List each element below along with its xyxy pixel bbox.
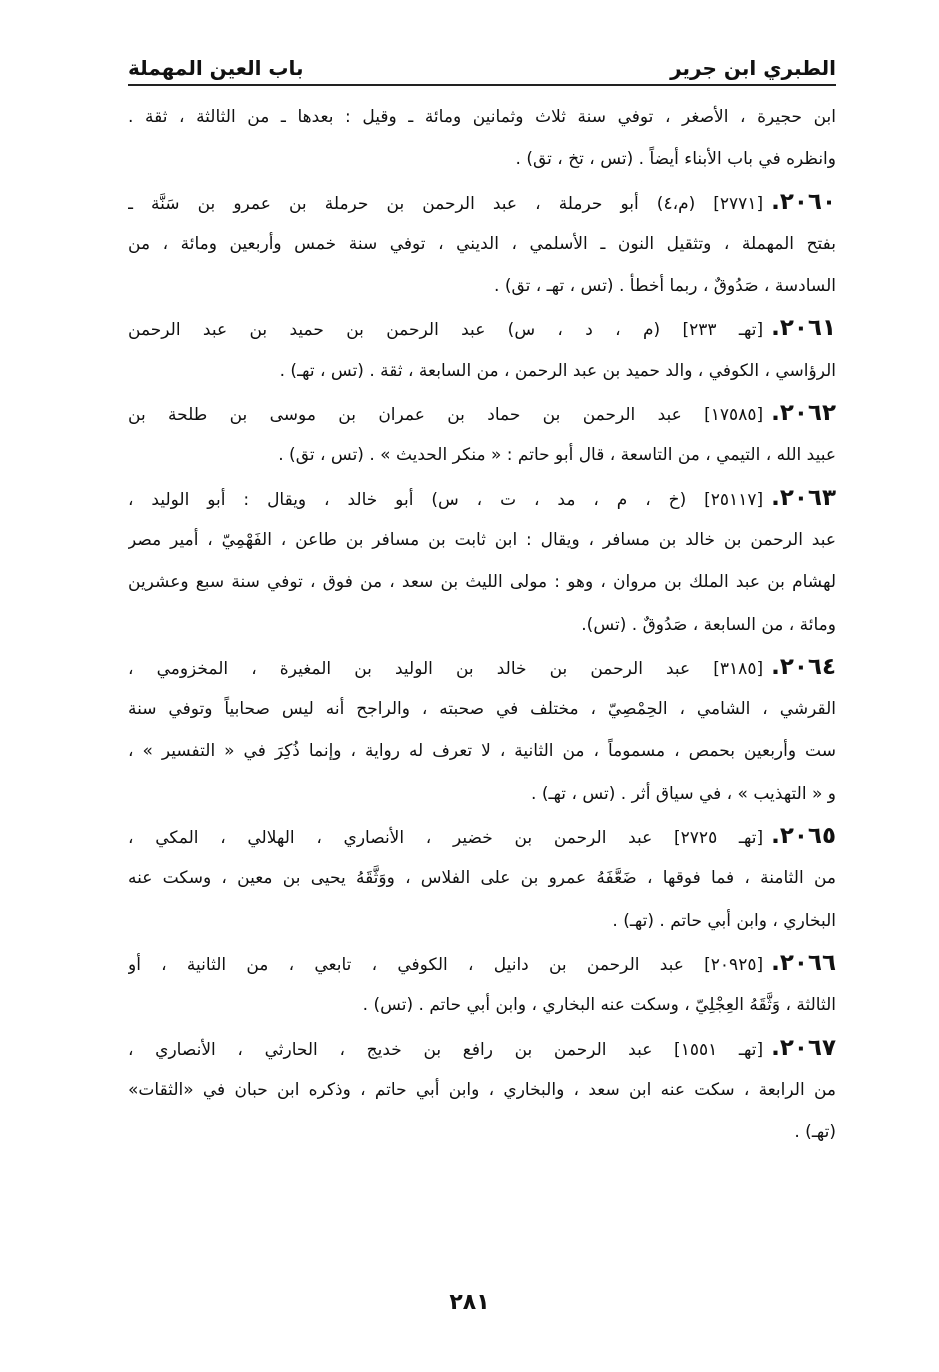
line-text: [٢٧٧١] (م،٤) أبو حرملة ، عبد الرحمن بن حرملة بن عمرو بن سَنَّة ـ [128,193,764,214]
line-text: الثالثة ، وَثَّقَهُ العِجْلِيّ ، وسكت عنه البخاري ، وابن أبي حاتم . (تس) . [362,995,836,1016]
line-text: عبد الرحمن بن خالد بن مسافر ، ويقال : ابن ثابت بن مسافر بن طاعن ، الفَهْمِيّ ، أمير مصر [128,529,836,550]
entry-number: ٢٠٦٥. [771,823,836,850]
text-line [128,773,836,815]
text-line [128,223,836,265]
entry-paragraph [128,181,836,308]
running-header [128,40,836,80]
entry-paragraph [128,815,836,942]
text-line [128,815,836,857]
text-line [128,434,836,476]
text-line [128,138,836,180]
line-text: بفتح المهملة ، وتثقيل النون ـ الأسلمي ، الديني ، توفي سنة خمس وأربعين ومائة ، من [128,233,836,254]
line-text: [٢٠٩٢٥] عبد الرحمن بن دانيل ، الكوفي ، تابعي ، من الثانية ، أو [128,954,764,975]
line-text: [تهـ ٢٣٣] (م ، د ، س) عبد الرحمن بن حميد بن عبد الرحمن [128,320,764,341]
entry-number: ٢٠٦٤. [771,653,836,680]
line-text: عبيد الله ، التيمي ، من التاسعة ، قال أبو حاتم : « منكر الحديث » . (تس ، تق) . [278,445,836,466]
header-chapter-title: باب العين المهملة [128,56,304,80]
entry-paragraph [128,307,836,392]
entry-paragraph [128,942,836,1027]
text-line [128,561,836,603]
line-text: البخاري ، وابن أبي حاتم . (تهـ) . [612,910,836,931]
line-text: ست وأربعين بحمص ، مسموماً ، من الثانية ، لا تعرف له رواية ، وإنما ذُكِرَ في « التفسير » ، [128,741,836,762]
entry-number: ٢٠٦٣. [771,484,836,511]
text-line [128,857,836,899]
line-text: وانظره في باب الأبناء أيضاً . (تس ، تخ ، تق) . [515,149,836,170]
line-text: من الرابعة ، سكت عنه ابن سعد ، والبخاري ، وابن أبي حاتم ، وذكره ابن حبان في «الثقات» [128,1079,836,1100]
line-text: من الثامنة ، فما فوقها ، ضَعَّفَهُ عمرو بن على الفلاس ، ووَثَّقَهُ يحيى بن معين ، وسكت عنه [128,868,836,889]
entry-number: ٢٠٦٠. [771,188,836,215]
line-text: [١٧٥٨٥] عبد الرحمن بن حماد بن عمران بن موسى بن طلحة بن [128,405,764,426]
text-line [128,900,836,942]
line-text: ومائة ، من السابعة ، صَدُوقٌ . (تس). [581,614,836,635]
text-line [128,646,836,688]
entry-paragraph [128,646,836,815]
text-line [128,519,836,561]
page-number: ٢٨١ [449,1290,490,1315]
text-line [128,604,836,646]
text-line [128,984,836,1026]
line-text: [٣١٨٥] عبد الرحمن بن خالد بن الوليد بن المغيرة ، المخزومي ، [128,658,764,679]
text-line [128,730,836,772]
line-text: [تهـ ١٥٥١] عبد الرحمن بن رافع بن خديج ، الحارثي ، الأنصاري ، [128,1039,764,1060]
text-line [128,265,836,307]
line-text: السادسة ، صَدُوقٌ ، ربما أخطأ . (تس ، تهـ ، تق) . [494,276,836,297]
entry-paragraph [128,1027,836,1154]
line-text: القرشي ، الشامي ، الحِمْصِيّ ، مختلف في صحبته ، والراجح أنه ليس صحابياً وتوفي سنة [128,699,836,720]
text-line [128,307,836,349]
text-line [128,181,836,223]
text-line [128,350,836,392]
header-rule [128,84,836,86]
text-line [128,477,836,519]
entry-paragraph [128,392,836,477]
line-text: [٢٥١١٧] (خ ، م ، مد ، ت ، س) أبو خالد ، ويقال : أبو الوليد ، [128,489,764,510]
line-text: (تهـ) . [794,1122,836,1143]
entry-number: ٢٠٦١. [771,315,836,342]
text-line [128,1111,836,1153]
entry-number: ٢٠٦٧. [771,1034,836,1061]
line-text: لهشام بن عبد الملك بن مروان ، وهو : مولى الليث بن سعد ، من فوق ، توفي سنة سبع وعشرين [128,572,836,593]
line-text: [تهـ ٢٧٢٥] عبد الرحمن بن خضير ، الأنصاري ، الهلالي ، المكي ، [128,828,764,849]
text-line [128,1027,836,1069]
header-book-title: الطبري ابن جرير [670,56,836,80]
text-line [128,942,836,984]
entry-paragraph [128,96,836,181]
line-text: و « التهذيب » ، في سياق أثر . (تس ، تهـ) . [531,783,836,804]
text-line [128,1069,836,1111]
entry-number: ٢٠٦٦. [771,949,836,976]
text-line [128,96,836,138]
text-line [128,392,836,434]
line-text: الرؤاسي ، الكوفي ، والد حميد بن عبد الرحمن ، من السابعة ، ثقة . (تس ، تهـ) . [279,360,836,381]
text-line [128,688,836,730]
line-text: ابن حجيرة ، الأصغر ، توفي سنة ثلاث وثمانين ومائة ـ وقيل : بعدها ـ من الثالثة ، ثقة . [128,107,836,127]
entry-paragraph [128,477,836,646]
entry-number: ٢٠٦٢. [771,400,836,427]
page-body [128,96,836,1153]
